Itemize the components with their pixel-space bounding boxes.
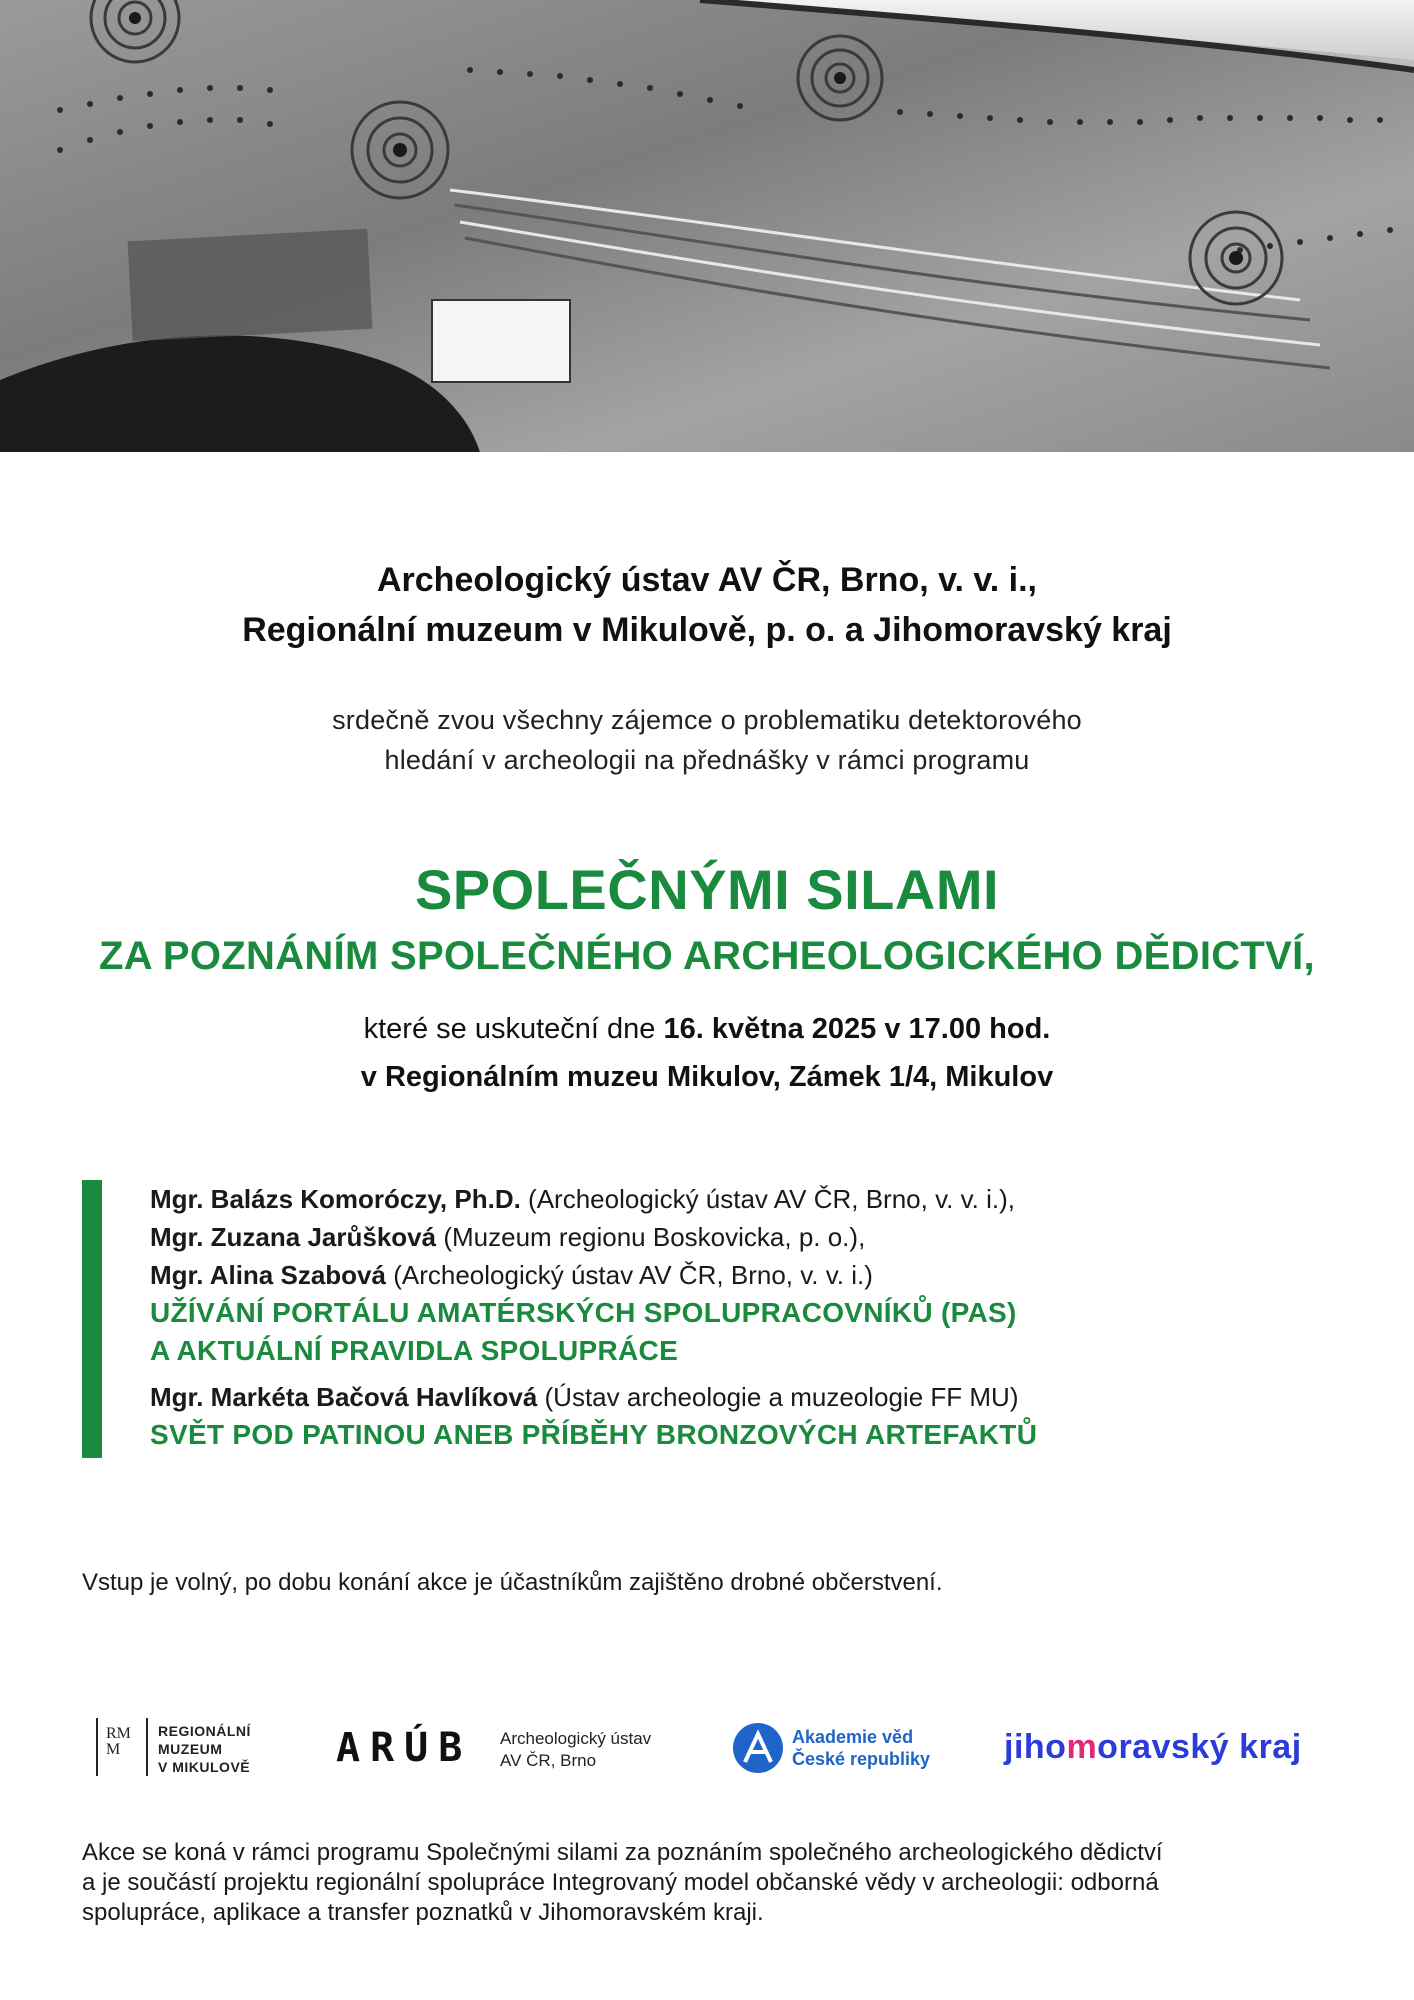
lecture-1-title-line-1: UŽÍVÁNÍ PORTÁLU AMATÉRSKÝCH SPOLUPRACOVNÍKŮ (PAS): [150, 1297, 1017, 1328]
partner-logos: [0, 1700, 1414, 1810]
lecture-2-title: SVĚT POD PATINOU ANEB PŘÍBĚHY BRONZOVÝCH ARTEFAKTŮ: [150, 1419, 1038, 1450]
entry-note: Vstup je volný, po dobu konání akce je účastníkům zajištěno drobné občerstvení.: [82, 1569, 943, 1596]
program-section: [82, 1180, 1282, 1458]
speaker-4: Mgr. Markéta Bačová Havlíková (Ústav archeologie a muzeologie FF MU): [150, 1382, 1019, 1412]
hero-photo: [0, 0, 1414, 452]
akademie-ved-emblem-icon: [732, 1722, 784, 1774]
speaker-2: Mgr. Zuzana Jarůšková (Muzeum regionu Boskovicka, p. o.),: [150, 1222, 866, 1252]
event-title: SPOLEČNÝMI SILAMI: [414, 858, 1000, 921]
arub-logo: ARÚB Archeologický ústav AV ČR, Brno: [336, 1725, 652, 1771]
rmm-logo: RMM REGIONÁLNÍ MUZEUM V MIKULOVĚ: [96, 1700, 296, 1810]
speaker-3: Mgr. Alina Szabová (Archeologický ústav AV ČR, Brno, v. v. i.): [150, 1260, 873, 1290]
invitation-text: [0, 700, 1414, 780]
bronze-artefact-image: [0, 0, 1414, 452]
event-date-prefix: které se uskuteční dne: [363, 1013, 664, 1045]
event-subtitle: ZA POZNÁNÍM SPOLEČNÉHO ARCHEOLOGICKÉHO DĚDICTVÍ,: [99, 934, 1315, 978]
organizers: [0, 555, 1414, 655]
arub-logo-mark: ARÚB: [336, 1725, 473, 1771]
jmk-logo: jihomoravský kraj: [1004, 1728, 1302, 1766]
invitation-line-2: hledání v archeologii na přednášky v rámci programu: [384, 745, 1030, 775]
akademie-ved-logo: Akademie věd České republiky: [732, 1700, 992, 1810]
organizers-line-1: Archeologický ústav AV ČR, Brno, v. v. i.,: [376, 561, 1037, 599]
program-content: [150, 1180, 1280, 1454]
rmm-logo-mark: RMM: [106, 1725, 131, 1758]
event-date-place: [0, 1005, 1414, 1101]
footer-note: Akce se koná v rámci programu Společnými silami za poznáním společného archeologického dědictví a je součástí projektu regionální spolupráce Integrovaný model občanské vědy v archeologii: odborná spolupráce, aplikace a transfer poznatků v Jihomoravském kraji.: [82, 1839, 1163, 1926]
program-accent-bar: [82, 1180, 102, 1458]
event-date: [0, 1005, 1414, 1053]
event-venue: v Regionálním muzeu Mikulov, Zámek 1/4, Mikulov: [360, 1061, 1054, 1093]
invitation-line-1: srdečně zvou všechny zájemce o problematiku detektorového: [332, 705, 1082, 735]
organizers-line-2: Regionální muzeum v Mikulově, p. o. a Jihomoravský kraj: [242, 611, 1172, 649]
speaker-1: Mgr. Balázs Komoróczy, Ph.D. (Archeologický ústav AV ČR, Brno, v. v. i.),: [150, 1184, 1015, 1214]
lecture-1-title-line-2: A AKTUÁLNÍ PRAVIDLA SPOLUPRÁCE: [150, 1335, 679, 1366]
event-date-value: 16. května 2025 v 17.00 hod.: [663, 1013, 1051, 1045]
